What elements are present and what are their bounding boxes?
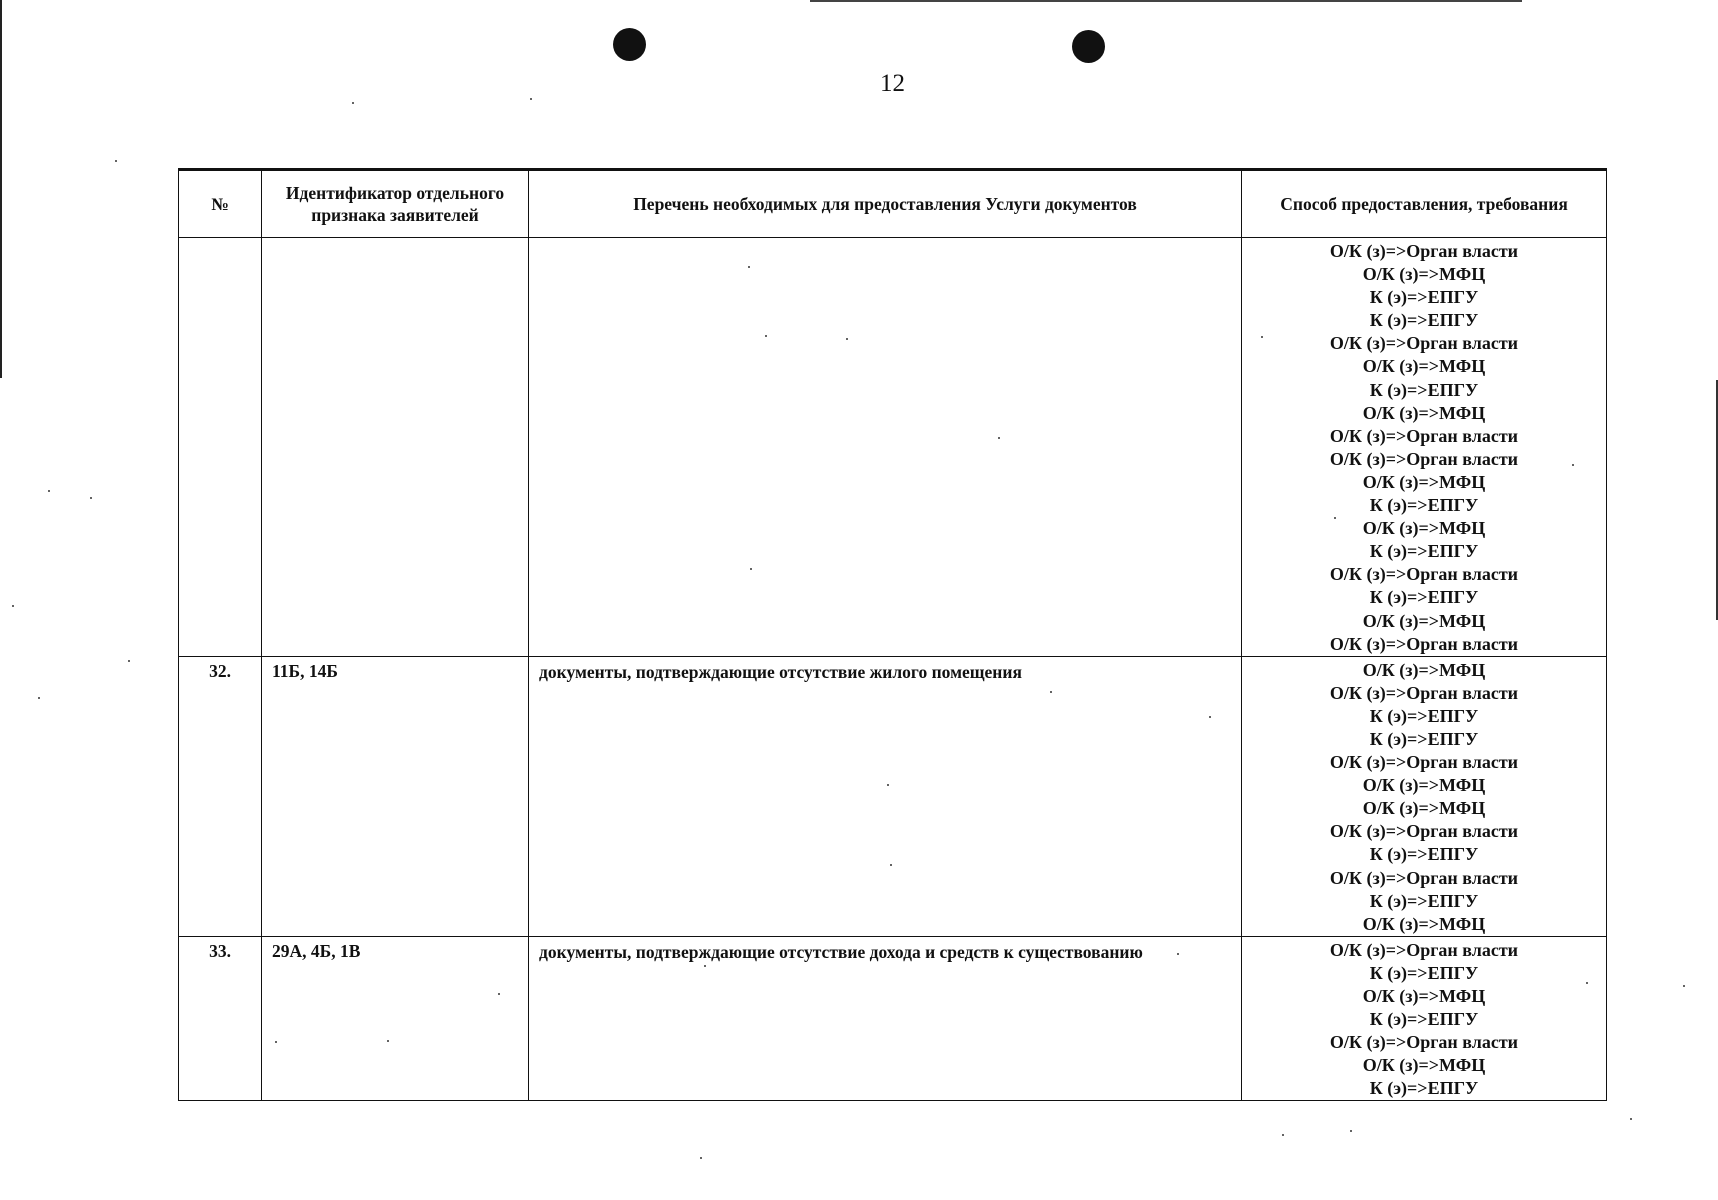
method-item: К (э)=>ЕПГУ: [1369, 890, 1479, 911]
scan-edge-top: [810, 0, 1522, 2]
method-item: О/К (з)=>Орган власти: [1329, 821, 1519, 842]
method-item: О/К (з)=>Орган власти: [1329, 633, 1519, 654]
speck: [38, 697, 40, 699]
method-item: О/К (з)=>Орган власти: [1329, 867, 1519, 888]
documents-table: [178, 168, 1607, 1101]
row-documents: документы, подтверждающие отсутствие жилого помещения: [529, 656, 1242, 936]
header-documents: Перечень необходимых для предоставления Услуги документов: [529, 170, 1242, 238]
speck: [700, 1157, 702, 1159]
row-identifiers: [262, 238, 529, 657]
method-item: К (э)=>ЕПГУ: [1369, 495, 1479, 516]
method-item: К (э)=>ЕПГУ: [1369, 310, 1479, 331]
method-item: О/К (з)=>Орган власти: [1329, 425, 1519, 446]
method-item: К (э)=>ЕПГУ: [1369, 1078, 1479, 1099]
table-row: [179, 656, 1607, 936]
header-num: №: [179, 170, 262, 238]
row-documents: документы, подтверждающие отсутствие дохода и средств к существованию: [529, 936, 1242, 1101]
method-item: О/К (з)=>МФЦ: [1362, 610, 1486, 631]
page-number: 12: [880, 70, 905, 97]
speck: [12, 605, 14, 607]
method-item: О/К (з)=>Орган власти: [1329, 564, 1519, 585]
method-item: О/К (з)=>Орган власти: [1329, 333, 1519, 354]
method-item: К (э)=>ЕПГУ: [1369, 962, 1479, 983]
row-number: 32.: [179, 656, 262, 936]
method-item: К (э)=>ЕПГУ: [1369, 287, 1479, 308]
method-item: О/К (з)=>МФЦ: [1362, 913, 1486, 934]
method-item: К (э)=>ЕПГУ: [1369, 587, 1479, 608]
speck: [1683, 985, 1685, 987]
speck: [128, 660, 130, 662]
speck: [1282, 1134, 1284, 1136]
method-item: К (э)=>ЕПГУ: [1369, 728, 1479, 749]
scan-edge-left: [0, 0, 2, 378]
method-item: К (э)=>ЕПГУ: [1369, 379, 1479, 400]
row-identifiers: 29А, 4Б, 1В: [262, 936, 529, 1101]
method-item: О/К (з)=>Орган власти: [1329, 448, 1519, 469]
row-methods: [1242, 936, 1607, 1101]
speck: [1630, 1118, 1632, 1120]
method-item: О/К (з)=>Орган власти: [1329, 241, 1519, 261]
method-item: О/К (з)=>Орган власти: [1329, 1032, 1519, 1053]
row-number: 33.: [179, 936, 262, 1101]
speck: [115, 160, 117, 162]
method-item: К (э)=>ЕПГУ: [1369, 541, 1479, 562]
row-methods: [1242, 238, 1607, 657]
speck: [1350, 1130, 1352, 1132]
table-body: [179, 238, 1607, 1101]
method-item: К (э)=>ЕПГУ: [1369, 705, 1479, 726]
method-item: К (э)=>ЕПГУ: [1369, 1009, 1479, 1030]
method-item: О/К (з)=>МФЦ: [1362, 775, 1486, 796]
method-item: О/К (з)=>МФЦ: [1362, 471, 1486, 492]
table-row: [179, 238, 1607, 657]
row-documents: [529, 238, 1242, 657]
header-method: Способ предоставления, требования: [1242, 170, 1607, 238]
method-item: О/К (з)=>МФЦ: [1362, 1055, 1486, 1076]
row-identifiers: 11Б, 14Б: [262, 656, 529, 936]
speck: [530, 98, 532, 100]
punch-hole-left: [613, 28, 646, 61]
row-number: [179, 238, 262, 657]
table-header-row: [179, 170, 1607, 238]
method-item: О/К (з)=>МФЦ: [1362, 798, 1486, 819]
speck: [352, 102, 354, 104]
method-item: О/К (з)=>МФЦ: [1362, 402, 1486, 423]
method-item: О/К (з)=>МФЦ: [1362, 659, 1486, 680]
method-item: О/К (з)=>Орган власти: [1329, 682, 1519, 703]
method-item: О/К (з)=>Орган власти: [1329, 752, 1519, 773]
header-identifier: Идентификатор отдельного признака заявителей: [262, 170, 529, 238]
method-item: О/К (з)=>МФЦ: [1362, 356, 1486, 377]
method-item: К (э)=>ЕПГУ: [1369, 844, 1479, 865]
method-item: О/К (з)=>МФЦ: [1362, 986, 1486, 1006]
punch-hole-right: [1072, 30, 1105, 63]
method-item: О/К (з)=>МФЦ: [1362, 264, 1486, 285]
method-item: О/К (з)=>Орган власти: [1329, 939, 1519, 960]
speck: [48, 490, 50, 492]
table-row: [179, 936, 1607, 1101]
method-item: О/К (з)=>МФЦ: [1362, 518, 1486, 539]
row-methods: [1242, 656, 1607, 936]
speck: [90, 497, 92, 499]
